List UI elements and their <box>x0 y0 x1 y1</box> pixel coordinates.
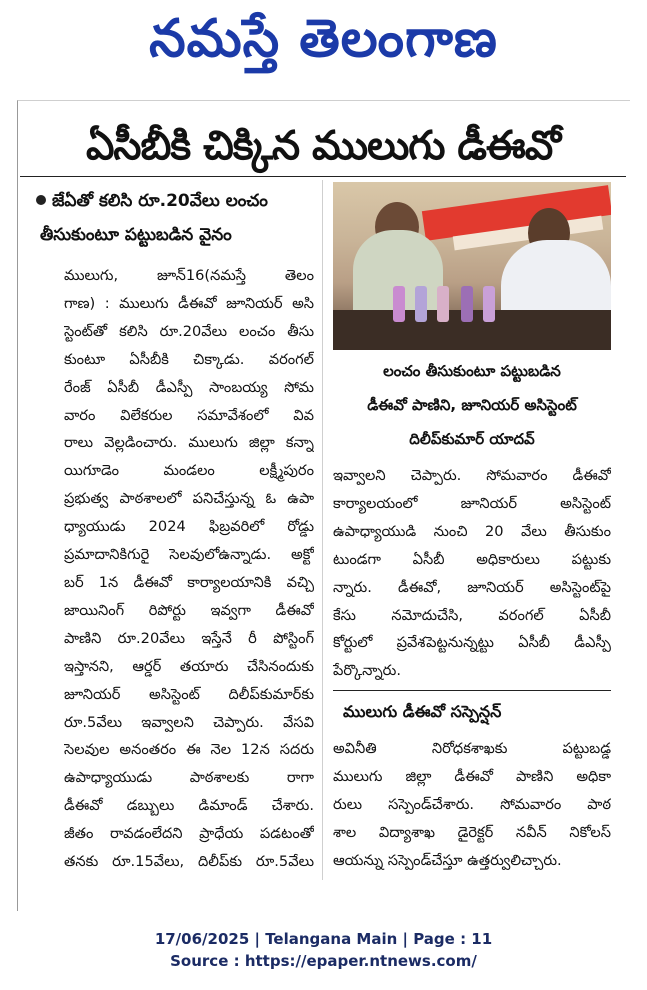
body-line: శాల విద్యాశాఖ డైరెక్టర్ నవీన్ నికోలస్ <box>333 823 611 841</box>
body-line: ఇవ్వాలని చెప్పారు. సోమవారం డీఈవో <box>333 467 611 484</box>
body-line: ప్రమాదానికిగురై సెలవులోఉన్నాడు. అక్టో <box>64 546 314 564</box>
photo-caption <box>333 354 611 456</box>
body-line: కార్యాలయంలో జూనియర్ అసిస్టెంట్ <box>333 494 611 512</box>
column-divider <box>322 180 323 880</box>
body-line: గాణ) : ములుగు డీఈవో జూనియర్ అసి <box>64 294 314 312</box>
caption-line: దిలీప్‌కుమార్ యాదవ్ <box>409 430 535 448</box>
body-line: న్నారు. డీఈవో, జూనియర్ అసిస్టెంట్‌పై <box>333 578 611 596</box>
body-line: వారం విలేకరుల సమావేశంలో వివ <box>64 406 314 424</box>
body-line: రూ.5వేలు ఇవ్వాలని చెప్పారు. వేసవి <box>64 713 314 731</box>
body-line: అవినీతి నిరోధకశాఖకు పట్టుబడ్డ <box>333 740 611 757</box>
body-line: ఆయన్ను సస్పెండ్‌చేస్తూ ఉత్తర్వులిచ్చారు. <box>333 851 562 869</box>
body-line: కోర్టులో ప్రవేశపెట్టనున్నట్టు ఏసీబీ డీఎస్పీ <box>333 634 611 652</box>
body-line: ఇస్తానని, ఆర్డర్ తయారు చేసినందుకు <box>64 657 314 675</box>
article-body-right <box>333 462 611 685</box>
bullet-icon <box>36 195 46 205</box>
article-photo <box>333 182 611 350</box>
body-line: ఉపాధ్యాయుడు పాఠశాలకు రాగా <box>64 769 314 787</box>
body-line: కుంటూ ఏసీబీకి చిక్కాడు. వరంగల్ <box>64 350 314 368</box>
masthead-logo: నమస్తే తెలంగాణ <box>149 8 498 69</box>
body-line: కేసు నమోదుచేసి, వరంగల్ ఏసీబీ <box>333 606 611 624</box>
body-line: జీతం రావడంలేదని ప్రాధేయ పడటంతో <box>64 825 314 843</box>
body-line: ములుగు, జూన్16(నమస్తే తెలం <box>64 267 314 284</box>
body-line: సెలవుల అనంతరం ఈ నెల 12న సదరు <box>64 741 314 759</box>
body-line: రేంజ్ ఏసీబీ డీఎస్పీ సాంబయ్య సోమ <box>64 378 314 396</box>
subheading-line-2: తీసుకుంటూ పట్టుబడిన వైనం <box>40 225 232 245</box>
body-line: ప్రభుత్వ పాఠశాలలో పనిచేస్తున్న ఓ ఉపా <box>64 490 314 508</box>
headline-rule <box>20 176 626 177</box>
subheading-line-1: జేఏతో కలిసి రూ.20వేలు లంచం <box>52 191 268 211</box>
body-line: జాయినింగ్ రిపోర్టు ఇవ్వగా డీఈవో <box>64 601 314 619</box>
body-line: టుండగా ఏసీబీ అధికారులు పట్టుకు <box>333 550 611 568</box>
footer-source: Source : https://epaper.ntnews.com/ <box>170 952 477 970</box>
body-line: యిగూడెం మండలం లక్ష్మీపురం <box>64 462 314 480</box>
body-line: పేర్కొన్నారు. <box>333 662 401 680</box>
article-subheading <box>36 184 326 252</box>
body-line: స్టెంట్‌తో కలిసి రూ.20వేలు లంచం తీసు <box>64 322 314 340</box>
body-line: రులు సస్పెండ్‌చేశారు. సోమవారం పాఠ <box>333 795 611 813</box>
body-line: రాలు వెల్లడించారు. ములుగు జిల్లా కన్నా <box>64 434 314 452</box>
footer-date-edition: 17/06/2025 | Telangana Main | Page : 11 <box>154 930 493 948</box>
body-line: జూనియర్ అసిస్టెంట్ దిలీప్‌కుమార్‌కు <box>64 685 314 703</box>
caption-line: డీఈవో పాణిని, జూనియర్ అసిస్టెంట్ <box>367 396 577 414</box>
body-line: ధ్యాయుడు 2024 ఫిబ్రవరిలో రోడ్డు <box>64 518 314 536</box>
caption-line: లంచం తీసుకుంటూ పట్టుబడిన <box>383 362 561 380</box>
body-line: పాణిని రూ.20వేలు ఇస్తేనే రీ పోస్టింగ్ <box>64 629 314 647</box>
body-line: తనకు రూ.15వేలు, దిలీప్‌కు రూ.5వేలు <box>64 853 314 871</box>
body-line: బర్ 1న డీఈవో కార్యాలయానికి వచ్చి <box>64 573 314 591</box>
section-rule <box>333 690 611 691</box>
body-line: ఉపాధ్యాయుడి నుంచి 20 వేలు తీసుకుం <box>333 522 611 540</box>
suspension-body <box>333 735 611 875</box>
article-headline: ఏసీబీకి చిక్కిన ములుగు డీఈవో <box>85 123 561 169</box>
article-body-left <box>64 262 314 876</box>
body-line: ములుగు జిల్లా డీఈవో పాణిని అధికా <box>333 767 611 785</box>
suspension-subtitle: ములుగు డీఈవో సస్పెన్షన్ <box>343 702 502 721</box>
body-line: డీఈవో డబ్బులు డిమాండ్ చేశారు. <box>64 797 314 815</box>
